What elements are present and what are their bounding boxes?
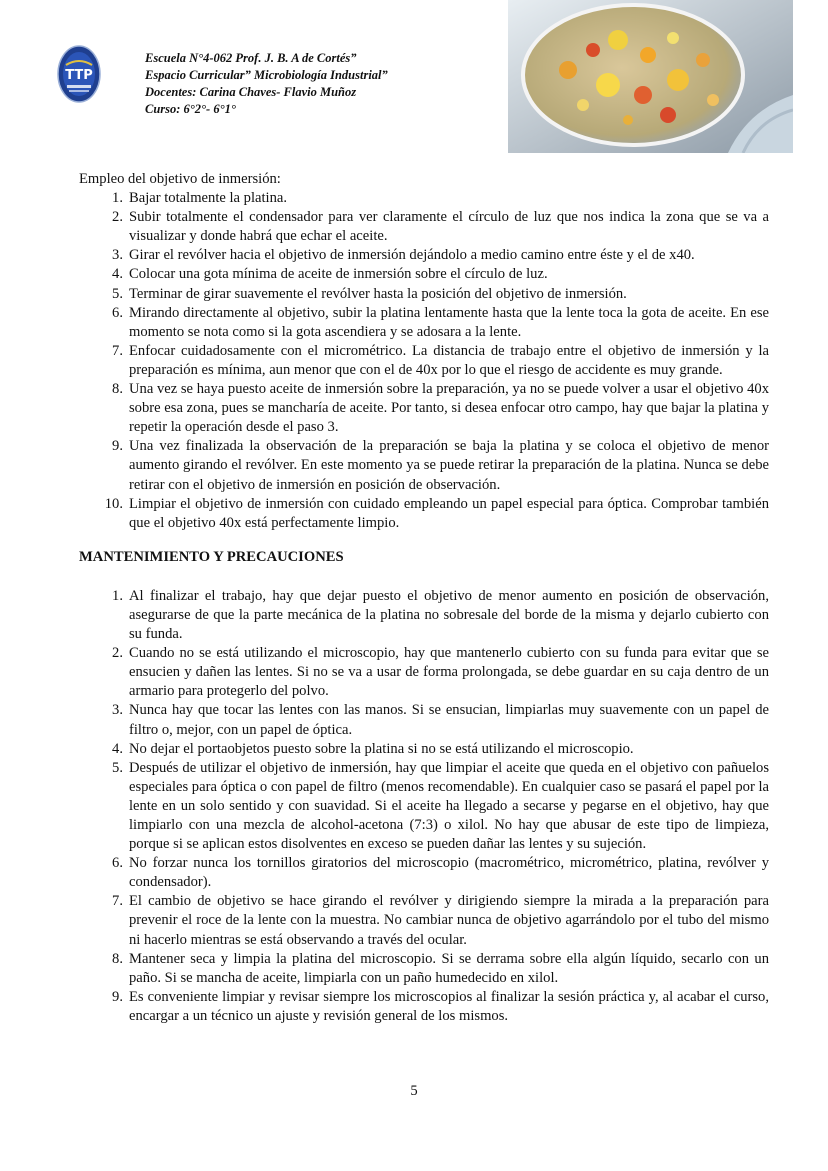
item-number: 5.: [112, 285, 123, 302]
item-number: 10.: [104, 495, 123, 512]
item-text: No forzar nunca los tornillos giratorios del microscopio (macrométrico, micrométrico, platina, revólver y condensador).: [129, 855, 769, 891]
item-number: 8.: [112, 381, 123, 398]
list-item: [79, 495, 769, 533]
list-item: [79, 265, 769, 284]
item-number: 9.: [112, 988, 123, 1005]
item-number: 4.: [112, 740, 123, 757]
list-item: [79, 892, 769, 949]
section-heading: MANTENIMIENTO Y PRECAUCIONES: [79, 548, 344, 565]
item-text: No dejar el portaobjetos puesto sobre la platina si no se está utilizando el microscopio.: [129, 740, 634, 757]
item-text: Terminar de girar suavemente el revólver hasta la posición del objetivo de inmersión.: [129, 285, 627, 302]
item-text: Nunca hay que tocar las lentes con las manos. Si se ensucian, limpiarlas muy suavemente con un papel de filtro o, mejor, con un papel de óptica.: [129, 702, 769, 738]
item-number: 7.: [112, 342, 123, 359]
page-number: 5: [410, 1083, 418, 1099]
item-number: 3.: [112, 247, 123, 264]
immersion-intro: Empleo del objetivo de inmersión:: [79, 171, 281, 187]
school-name: Escuela N°4-062 Prof. J. B. A de Cortés”: [145, 51, 357, 65]
item-number: 6.: [112, 304, 123, 321]
list-item: [79, 988, 769, 1026]
item-text: Después de utilizar el objetivo de inmersión, hay que limpiar el aceite que queda en el objetivo con pañuelos especiales para óptica o con papel de filtro (menos recomendable). En cualquier caso se pasará el papel por la lente en un solo sentido y con suavidad. Si el aceite ha llegado a secarse y pegarse en el objetivo, hay que limpiarlo con una mezcla de alcohol-acetona (7:3) o xilol. No hay que abusar de este tipo de limpieza, porque si se aplican estos disolventes en exceso se pueden dañar las lentes y su sujeción.: [129, 759, 769, 853]
item-number: 1.: [112, 587, 123, 604]
list-item: [79, 246, 769, 265]
list-item: [79, 342, 769, 380]
list-item: [79, 644, 769, 701]
list-item: [79, 587, 769, 644]
list-item: [79, 208, 769, 246]
item-number: 4.: [112, 266, 123, 283]
item-number: 2.: [112, 645, 123, 662]
item-number: 8.: [112, 950, 123, 967]
item-number: 5.: [112, 759, 123, 776]
item-text: Es conveniente limpiar y revisar siempre los microscopios al finalizar la sesión práctica y, al acabar el curso, encargar a un técnico un ajuste y revisión general de los mismos.: [129, 988, 769, 1024]
list-item: [79, 304, 769, 342]
item-text: Una vez se haya puesto aceite de inmersión sobre la preparación, ya no se puede volver a usar el objetivo 40x sobre esa zona, pues se mancharía de aceite. Por tanto, si desea enfocar otro campo, hay que bajar la platina y repetir la operación desde el paso 3.: [129, 381, 769, 436]
item-text: Mantener seca y limpia la platina del microscopio. Si se derrama sobre ella algún líquido, secarlo con un paño. Si se mancha de aceite, limpiarla con un paño humedecido en xilol.: [129, 950, 769, 986]
item-number: 1.: [112, 190, 123, 207]
item-number: 9.: [112, 438, 123, 455]
item-number: 2.: [112, 209, 123, 226]
list-item: [79, 380, 769, 437]
main-content: [79, 170, 769, 1026]
item-text: Enfocar cuidadosamente con el micrométrico. La distancia de trabajo entre el objetivo de inmersión y la preparación es mínima, aun menor que con el de 40x por lo que el riesgo de accidente es muy grande.: [129, 342, 769, 378]
school-logo: [57, 45, 101, 103]
item-number: 3.: [112, 702, 123, 719]
item-number: 7.: [112, 893, 123, 910]
list-item: [79, 854, 769, 892]
course: Curso: 6°2°- 6°1°: [145, 102, 236, 116]
item-text: Colocar una gota mínima de aceite de inmersión sobre el círculo de luz.: [129, 266, 548, 283]
item-text: Subir totalmente el condensador para ver claramente el círculo de luz que nos indica la zona que se va a visualizar y donde habrá que echar el aceite.: [129, 209, 769, 245]
item-text: Limpiar el objetivo de inmersión con cuidado empleando un papel especial para óptica. Comprobar también que el objetivo 40x está perfectamente limpio.: [129, 495, 769, 531]
item-text: Mirando directamente al objetivo, subir la platina lentamente hasta que la lente toca la gota de aceite. En ese momento se nota como si la gota ascendiera y se adosara a la lente.: [129, 304, 769, 340]
item-text: Bajar totalmente la platina.: [129, 190, 288, 207]
list-item: [79, 189, 769, 208]
item-text: Girar el revólver hacia el objetivo de inmersión dejándolo a medio camino entre éste y el de x40.: [129, 247, 695, 264]
list-item: [79, 740, 769, 759]
list-item: [79, 285, 769, 304]
item-number: 6.: [112, 855, 123, 872]
immersion-steps: [79, 189, 769, 533]
page-header: [0, 0, 828, 160]
list-item: [79, 950, 769, 988]
item-text: El cambio de objetivo se hace girando el revólver y dirigiendo siempre la mirada a la preparación para prevenir el roce de la lente con la muestra. No cambiar nunca de objetivo agarrándolo por el tubo del mismo ni hacerlo mientras se está observando a través del ocular.: [129, 893, 769, 948]
list-item: [79, 701, 769, 739]
petri-dish-photo: [508, 0, 793, 153]
item-text: Cuando no se está utilizando el microscopio, hay que mantenerlo cubierto con su funda para evitar que se ensucien y dañen las lentes. Si no se va a usar de forma prolongada, se debe guardar en su caja dentro de un armario para protegerlo del polvo.: [129, 645, 769, 700]
list-item: [79, 759, 769, 854]
teachers: Docentes: Carina Chaves- Flavio Muñoz: [145, 85, 357, 99]
subject-name: Espacio Curricular” Microbiología Industrial”: [145, 68, 388, 82]
school-info: [145, 50, 388, 118]
list-item: [79, 437, 769, 494]
logo-text: TTP: [65, 68, 93, 83]
item-text: Al finalizar el trabajo, hay que dejar puesto el objetivo de menor aumento en posición de observación, asegurarse de que la parte mecánica de la platina no sobresale del borde de la misma y dejarlo cubierto con su funda.: [129, 587, 769, 643]
item-text: Una vez finalizada la observación de la preparación se baja la platina y se coloca el objetivo de menor aumento girando el revólver. En este momento ya se puede retirar la preparación de la platina. Nunca se debe retirar con el objetivo de inmersión en posición de observación.: [129, 438, 769, 493]
maintenance-list: [79, 587, 769, 1026]
